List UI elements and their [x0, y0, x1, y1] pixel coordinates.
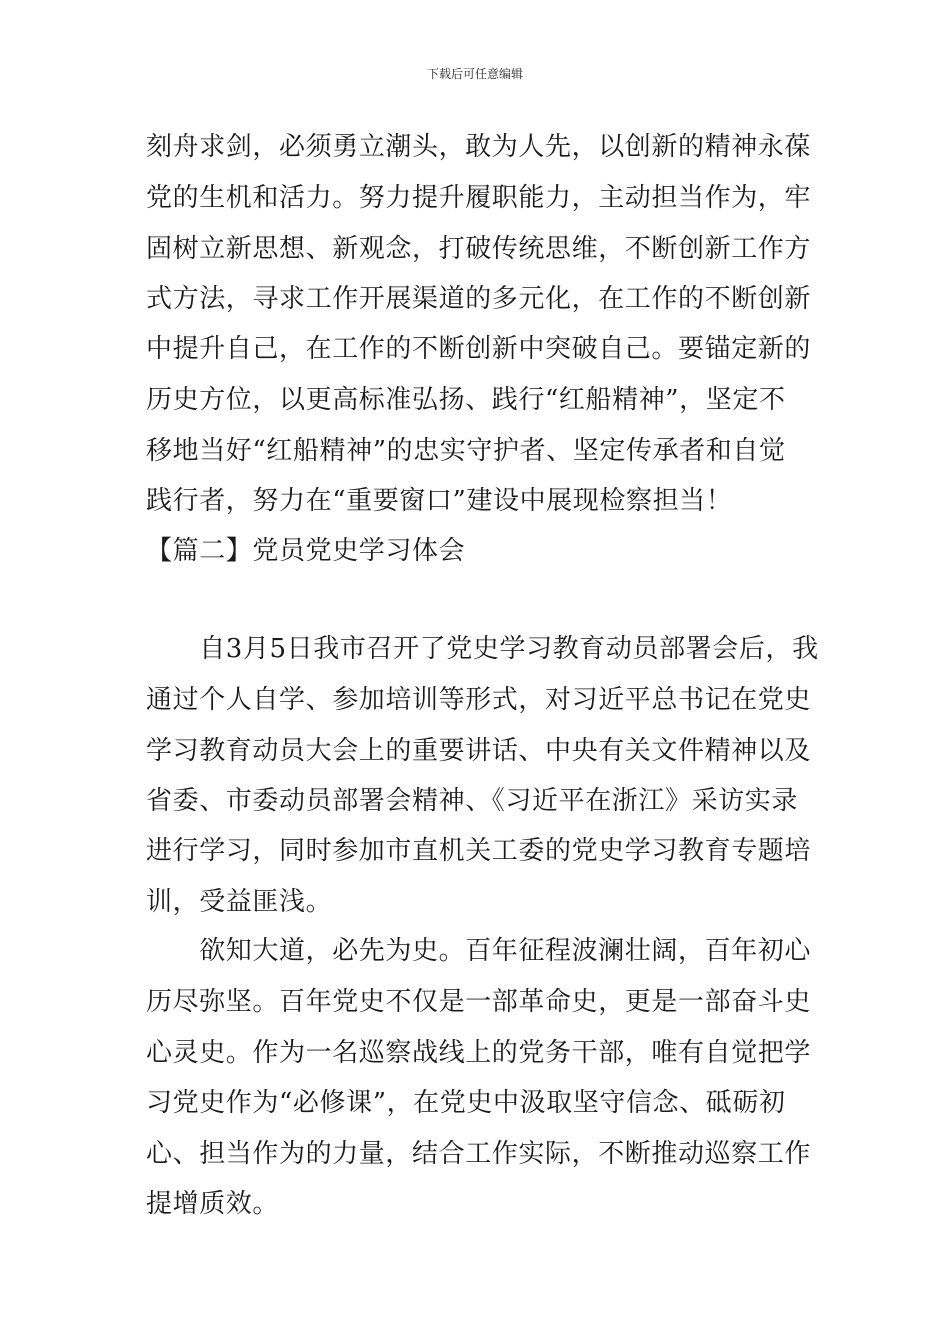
text-line: 式方法，寻求工作开展渠道的多元化，在工作的不断创新 — [146, 284, 812, 314]
text-line: 刻舟求剑，必须勇立潮头，敢为人先，以创新的精神永葆 — [146, 132, 812, 162]
text-line: 训，受益匪浅。 — [146, 887, 333, 917]
text-line: 历史方位，以更高标准弘扬、践行“红船精神”，坚定不 — [146, 385, 786, 415]
page-header: 下载后可任意编辑 — [426, 67, 523, 81]
text-line: 践行者，努力在“重要窗口”建设中展现检察担当！ — [146, 486, 733, 516]
text-line: 心、担当作为的力量，结合工作实际，不断推动巡察工作 — [146, 1139, 812, 1169]
text-line: 进行学习，同时参加市直机关工委的党史学习教育专题培 — [146, 836, 812, 866]
text-line: 习党史作为“必修课”，在党史中汲取坚守信念、砥砺初 — [146, 1088, 786, 1118]
text-line: 通过个人自学、参加培训等形式，对习近平总书记在党史 — [146, 685, 812, 715]
text-line: 历尽弥坚。百年党史不仅是一部革命史，更是一部奋斗史 — [146, 987, 812, 1017]
text-line: 学习教育动员大会上的重要讲话、中央有关文件精神以及 — [146, 736, 812, 766]
text-line: 提增质效。 — [146, 1189, 280, 1219]
text-line: 党的生机和活力。努力提升履职能力，主动担当作为，牢 — [146, 183, 812, 213]
text-line: 中提升自己，在工作的不断创新中突破自己。要锚定新的 — [146, 334, 812, 364]
text-line: 固树立新思想、新观念，打破传统思维，不断创新工作方 — [146, 234, 812, 264]
text-line: 移地当好“红船精神”的忠实守护者、坚定传承者和自觉 — [146, 436, 786, 466]
text-line: 自3月5日我市召开了党史学习教育动员部署会后，我 — [146, 634, 819, 664]
text-line: 欲知大道，必先为史。百年征程波澜壮阔，百年初心 — [146, 936, 812, 966]
text-line: 省委、市委动员部署会精神、《习近平在浙江》采访实录 — [146, 786, 799, 816]
text-line: 心灵史。作为一名巡察战线上的党务干部，唯有自觉把学 — [146, 1038, 812, 1068]
section-heading: 【篇二】党员党史学习体会 — [146, 536, 466, 566]
